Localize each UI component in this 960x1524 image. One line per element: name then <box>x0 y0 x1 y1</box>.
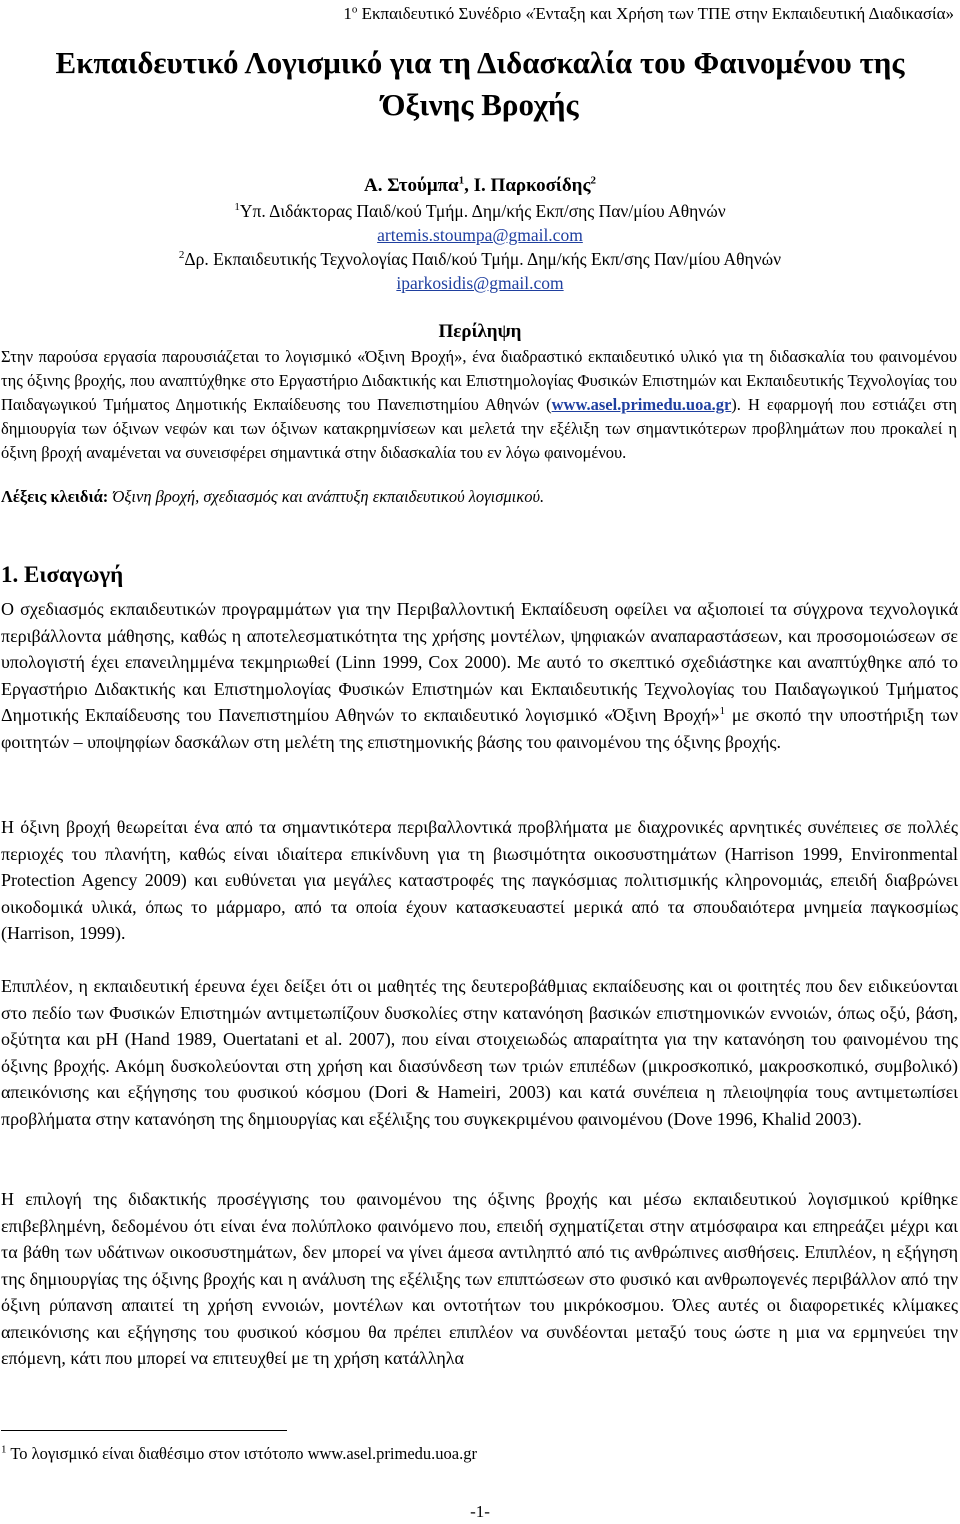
paragraph-1-text: Ο σχεδιασμός εκπαιδευτικών προγραμμάτων για την Περιβαλλοντική Εκπαίδευση οφείλει να αξιοποιεί τα σύγχρονα τεχνολογικά περιβάλλοντα μάθησης, καθώς η αποτελεσματικότητα της χρήσης μοντέλων, ψηφιακών αναπαραστάσεων, και προσομοιώσεων σε υπολογιστή έχει επανειλημμένα τεκμηριωθεί (Linn 1999, Cox 2000). Με αυτό το σκεπτικό σχεδιάστηκε και αναπτύχθηκε από το Εργαστήριο Διδακτικής και Επιστημολογίας Φυσικών Επιστημών και Εκπαιδευτικής Τεχνολογίας του Παιδαγωγικού Τμήματος Δημοτικής Εκπαίδευσης του Πανεπιστημίου Αθηνών το εκπαιδευτικό λογισμικό «Όξινη Βροχή» <box>1 599 958 725</box>
footnote-number: 1 <box>1 1443 7 1456</box>
affiliation-2-text: Δρ. Εκπαιδευτικής Τεχνολογίας Παιδ/κού Τμήμ. Δημ/κής Εκπ/σης Παν/μίου Αθηνών <box>184 249 782 269</box>
paragraph-2: Η όξινη βροχή θεωρείται ένα από τα σημαντικότερα περιβαλλοντικά προβλήματα με διαχρονικές αρνητικές συνέπειες σε πολλές περιοχές του πλανήτη, καθώς είναι ιδιαίτερα επικίνδυνη για τη βιωσιμότητα οικοσυστημάτων (Harrison 1999, Environmental Protection Agency 2009) και ευθύνεται για μεγάλες καταστροφές της παγκόσμιας πολιτισμικής κληρονομιάς, επειδή διαβρώνει οικοδομικά υλικά, όπως το μάρμαρο, από τα οποία έχουν κατασκευαστεί μερικά από τα σπουδαιότερα μνημεία παγκοσμίως (Harrison, 1999). <box>1 817 958 943</box>
author-2: , Ι. Παρκοσίδης <box>464 175 591 196</box>
keywords <box>1 485 957 509</box>
footnote-text: Το λογισμικό είναι διαθέσιμο στον ιστότοπο www.asel.primedu.uoa.gr <box>6 1444 477 1463</box>
affiliation-1-text: Υπ. Διδάκτορας Παιδ/κού Τμήμ. Δημ/κής Εκπ/σης Παν/μίου Αθηνών <box>239 201 726 221</box>
paragraph-3: Επιπλέον, η εκπαιδευτική έρευνα έχει δείξει ότι οι μαθητές της δευτεροβάθμιας εκπαίδευσης και οι φοιτητές που δεν ειδικεύονται στο πεδίο των Φυσικών Επιστημών αντιμετωπίζουν δυσκολίες στην κατανόηση βασικών επιστημονικών εννοιών, όπως οξύ, βάση, οξύτητα και pH (Hand 1989, Ouertatani et al. 2007), που είναι στοιχειωδώς απαραίτητα για την κατανόηση του φαινομένου της όξινης βροχής. Ακόμη δυσκολεύονται στη χρήση και διασύνδεση των τριών επιπέδων (μικροσκοπικό, μακροσκοπικό, συμβολικό) απεικόνισης και εξήγησης του φυσικού κόσμου (Dori & Hameiri, 2003) και κατά συνέπεια η πλειοψηφία τους αντιμετωπίσει προβλήματα στην κατανόηση της δημιουργίας και εξέλιξης του συγκεκριμένου φαινομένου (Dove 1996, Khalid 2003). <box>1 976 958 1129</box>
footnote-separator <box>1 1430 287 1431</box>
abstract-text-1: Στην παρούσα εργασία παρουσιάζεται το λογισμικό «Όξινη Βροχή», ένα διαδραστικό εκπαιδευτικό υλικό για τη διδασκαλία του φαινομένου της όξινης βροχής, που αναπτύχθηκε στο Εργαστήριο Διδακτικής και Επιστημολογίας Φυσικών Επιστημών και Εκπαιδευτικής Τεχνολογίας του Παιδαγωγικού Τμήματος Δημοτικής Εκπαίδευσης του Πανεπιστημίου Αθηνών ( <box>1 347 957 415</box>
header-number: 1 <box>343 4 352 23</box>
author-line <box>0 174 960 198</box>
email-link-1[interactable]: artemis.stoumpa@gmail.com <box>377 225 583 245</box>
affiliation-2 <box>0 248 960 270</box>
email-link-2[interactable]: iparkosidis@gmail.com <box>396 273 564 293</box>
abstract-heading: Περίληψη <box>438 321 522 342</box>
paragraph-1-text-end: με σκοπό την υποστήριξη των φοιτητών – υποψηφίων δασκάλων στη μελέτη της επιστημονικής βάσης του φαινομένου της όξινης βροχής. <box>1 705 958 752</box>
author-2-sup: 2 <box>590 174 596 187</box>
author-1-sup: 1 <box>458 174 465 187</box>
header-text: Εκπαιδευτικό Συνέδριο «Ένταξη και Χρήση των ΤΠΕ στην Εκπαιδευτική Διαδικασία» <box>357 4 954 23</box>
abstract-body <box>1 345 957 465</box>
title-line-2: Όξινης Βροχής <box>381 87 579 122</box>
keywords-text: Όξινη βροχή, σχεδιασμός και ανάπτυξη εκπαιδευτικού λογισμικού. <box>108 487 545 506</box>
paper-title <box>0 42 960 126</box>
footnote-marker: 1 <box>719 705 726 717</box>
affiliation-2-email-row <box>0 272 960 294</box>
paragraph-4: Η επιλογή της διδακτικής προσέγγισης του φαινομένου της όξινης βροχής και μέσω εκπαιδευτικού λογισμικού κρίθηκε επιβεβλημένη, δεδομένου ότι είναι ένα πολύπλοκο φαινόμενο που, επειδή σχηματίζεται στην ατμόσφαιρα και επηρεάζει μέχρι και τα βάθη των υδάτινων οικοσυστημάτων, δεν μπορεί να γίνει άμεσα αντιληπτό από τις ανθρώπινες αισθήσεις. Επιπλέον, η εξήγηση της δημιουργίας της όξινης βροχής και η ανάλυση της εξέλιξης των επιπτώσεων στο φυσικό και ανθρωπογενές περιβάλλον από την όξινη ρύπανση απαιτεί τη χρήση εννοιών, μοντέλων και οντοτήτων του μικρόκοσμου. Όλες αυτές οι διαφορετικές κλίμακες απεικόνισης και εξήγησης του φυσικού κόσμου θα πρέπει επιπλέον να συνδέονται μεταξύ τους ώστε η μια να ερμηνεύει την επόμενη, κάτι που μπορεί να επιτευχθεί με τη χρήση κατάλληλα <box>1 1189 958 1368</box>
abstract-text-2: ). Η εφαρμογή που εστιάζει στη δημιουργία των όξινων νεφών και των όξινων κατακρημνίσεων και μελετά την εξέλιξη των σημαντικότερων προβλημάτων που προκαλεί η όξινη βροχή αναμένεται να συνεισφέρει σημαντικά στην διδασκαλία του εν λόγω φαινομένου. <box>1 395 957 463</box>
affiliation-1-sup: 1 <box>234 201 240 214</box>
running-header <box>343 4 954 24</box>
author-1: Α. Στούμπα <box>364 175 459 196</box>
affiliation-2-sup: 2 <box>178 249 185 262</box>
header-superscript: o <box>351 3 358 16</box>
footnote <box>1 1443 477 1465</box>
affiliation-1-email-row <box>0 224 960 246</box>
page-number: -1- <box>470 1502 490 1521</box>
affiliation-1 <box>0 200 960 222</box>
section-heading: 1. Εισαγωγή <box>1 562 124 587</box>
title-line-1: Εκπαιδευτικό Λογισμικό για τη Διδασκαλία του Φαινομένου της <box>55 45 905 80</box>
keywords-label: Λέξεις κλειδιά: <box>1 487 109 506</box>
abstract-website-link[interactable]: www.asel.primedu.uoa.gr <box>551 395 732 415</box>
paragraph-1 <box>1 596 958 755</box>
